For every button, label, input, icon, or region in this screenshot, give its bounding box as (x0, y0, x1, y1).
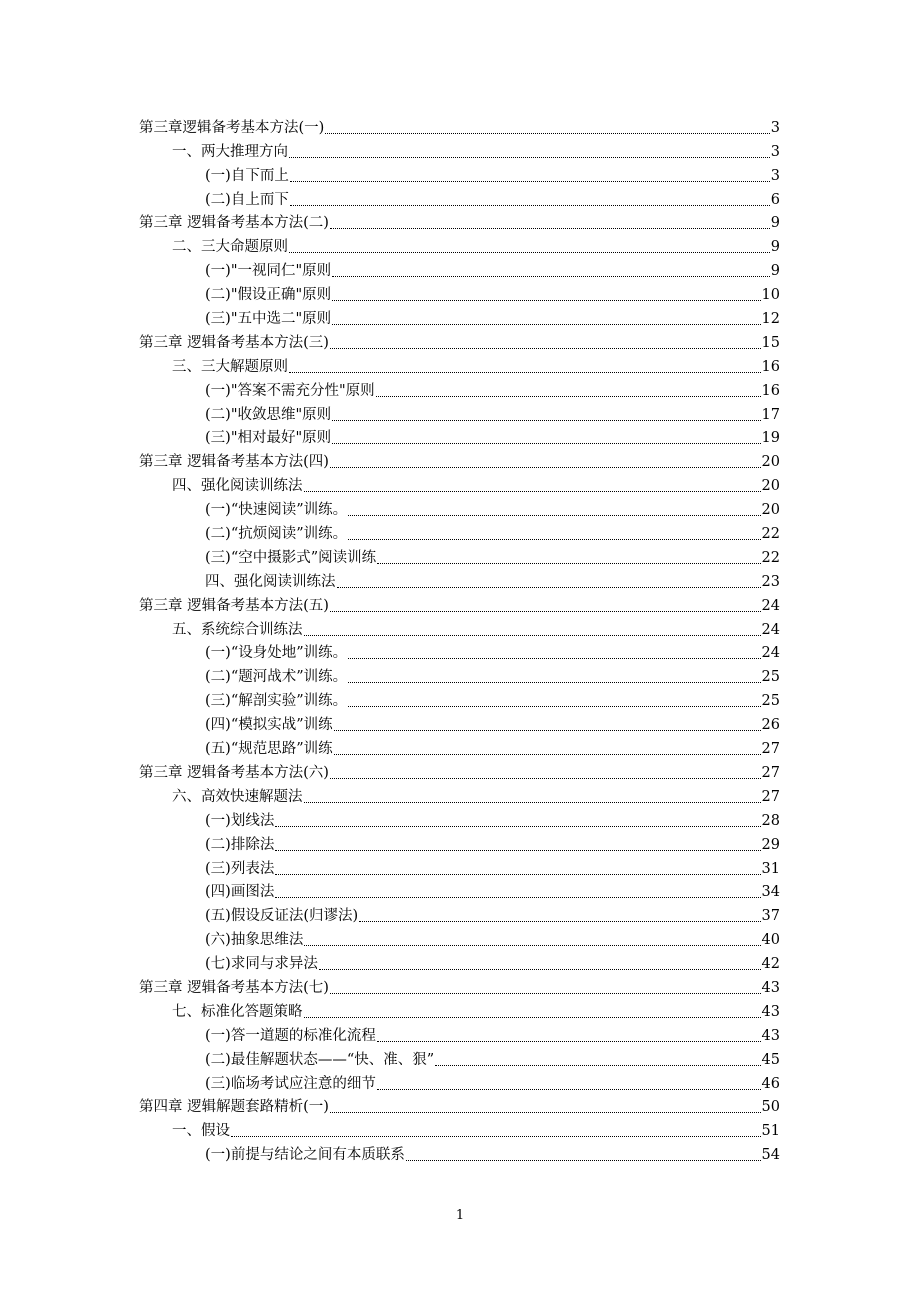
toc-entry-title: 第三章 逻辑备考基本方法(七) (139, 979, 329, 996)
toc-entry-page: 24 (761, 597, 780, 614)
toc-entry-page: 16 (761, 358, 780, 375)
toc-entry-page: 20 (761, 478, 780, 495)
toc-entry-page: 29 (761, 836, 780, 853)
toc-entry-page: 22 (761, 526, 780, 543)
dot-leader (330, 467, 761, 468)
toc-entry-page: 26 (761, 717, 780, 734)
toc-entry[interactable] (139, 1021, 780, 1045)
toc-entry-title: (三)“解剖实验”训练。 (205, 693, 348, 710)
toc-entry-title: 二、三大命题原则 (172, 239, 288, 256)
dot-leader (348, 515, 760, 516)
toc-entry-title: 第四章 逻辑解题套路精析(一) (139, 1099, 329, 1116)
dot-leader (359, 921, 760, 922)
toc-entry-title: (二)最佳解题状态——“快、准、狠” (205, 1051, 435, 1068)
toc-entry-page: 16 (761, 382, 780, 399)
toc-entry-page: 25 (761, 669, 780, 686)
toc-entry-title: (五)假设反证法(归谬法) (205, 908, 359, 925)
toc-entry-title: (二)"收敛思维"原则 (205, 406, 332, 423)
toc-entry-title: 第三章逻辑备考基本方法(一) (139, 119, 325, 136)
toc-entry[interactable] (139, 161, 780, 185)
dot-leader (289, 157, 770, 158)
toc-entry[interactable] (139, 304, 780, 328)
toc-entry-title: (四)“模拟实战”训练 (205, 717, 333, 734)
toc-entry-title: 第三章 逻辑备考基本方法(六) (139, 764, 329, 781)
dot-leader (348, 658, 760, 659)
toc-entry-page: 40 (761, 932, 780, 949)
toc-entry-title: (一)“快速阅读”训练。 (205, 502, 348, 519)
toc-entry-page: 20 (761, 454, 780, 471)
toc-entry-title: (三)临场考试应注意的细节 (205, 1075, 376, 1092)
toc-entry[interactable] (139, 591, 780, 615)
toc-entry-page: 23 (761, 573, 780, 590)
toc-entry[interactable] (139, 232, 780, 256)
toc-entry-title: (二)自上而下 (205, 191, 289, 208)
toc-entry-title: (二)排除法 (205, 836, 275, 853)
toc-entry[interactable] (139, 567, 780, 591)
toc-entry[interactable] (139, 400, 780, 424)
toc-entry-title: 四、强化阅读训练法 (172, 478, 303, 495)
toc-entry-page: 43 (761, 1027, 780, 1044)
toc-entry[interactable] (139, 830, 780, 854)
dot-leader (377, 1089, 761, 1090)
dot-leader (290, 205, 770, 206)
dot-leader (334, 754, 761, 755)
dot-leader (330, 228, 770, 229)
toc-entry[interactable] (139, 376, 780, 400)
toc-entry-title: (七)求同与求异法 (205, 956, 318, 973)
toc-entry-title: 六、高效快速解题法 (172, 788, 303, 805)
toc-entry-title: 一、假设 (172, 1123, 230, 1140)
toc-entry[interactable] (139, 1116, 780, 1140)
dot-leader (275, 874, 760, 875)
toc-entry-page: 22 (761, 549, 780, 566)
toc-entry-page: 37 (761, 908, 780, 925)
dot-leader (334, 730, 761, 731)
toc-entry-title: (六)抽象思维法 (205, 932, 304, 949)
toc-entry-page: 6 (770, 191, 780, 208)
toc-entry[interactable] (139, 782, 780, 806)
toc-entry-title: (二)"假设正确"原则 (205, 287, 332, 304)
toc-entry[interactable] (139, 615, 780, 639)
dot-leader (325, 133, 769, 134)
toc-entry-title: (三)"相对最好"原则 (205, 430, 332, 447)
dot-leader (332, 276, 770, 277)
toc-entry-page: 12 (761, 311, 780, 328)
toc-entry-page: 19 (761, 430, 780, 447)
table-of-contents (139, 113, 780, 1164)
toc-entry[interactable] (139, 519, 780, 543)
toc-entry-page: 50 (761, 1099, 780, 1116)
toc-entry-page: 43 (761, 1003, 780, 1020)
dot-leader (332, 300, 760, 301)
toc-entry-title: 第三章 逻辑备考基本方法(二) (139, 215, 329, 232)
toc-entry-page: 27 (761, 741, 780, 758)
dot-leader (330, 611, 761, 612)
toc-entry-page: 24 (761, 621, 780, 638)
toc-entry-page: 31 (761, 860, 780, 877)
toc-entry-page: 3 (770, 143, 780, 160)
toc-entry-page: 45 (761, 1051, 780, 1068)
dot-leader (377, 1041, 761, 1042)
toc-entry-page: 43 (761, 979, 780, 996)
toc-entry-page: 9 (770, 263, 780, 280)
dot-leader (332, 324, 760, 325)
dot-leader (275, 897, 760, 898)
dot-leader (332, 443, 760, 444)
dot-leader (337, 587, 761, 588)
toc-entry[interactable] (139, 495, 780, 519)
toc-entry[interactable] (139, 734, 780, 758)
toc-entry-title: (一)"答案不需充分性"原则 (205, 382, 375, 399)
toc-entry-title: 四、强化阅读训练法 (205, 573, 336, 590)
toc-entry[interactable] (139, 137, 780, 161)
toc-entry-page: 34 (761, 884, 780, 901)
toc-entry[interactable] (139, 185, 780, 209)
toc-entry-page: 54 (761, 1147, 780, 1164)
toc-entry-title: (二)“题河战术”训练。 (205, 669, 348, 686)
toc-entry[interactable] (139, 710, 780, 734)
toc-entry[interactable] (139, 639, 780, 663)
toc-entry[interactable] (139, 543, 780, 567)
dot-leader (289, 372, 761, 373)
toc-entry-page: 9 (770, 215, 780, 232)
toc-entry[interactable] (139, 949, 780, 973)
toc-entry[interactable] (139, 1093, 780, 1117)
dot-leader (330, 993, 761, 994)
toc-entry-title: (一)答一道题的标准化流程 (205, 1027, 376, 1044)
toc-entry-page: 20 (761, 502, 780, 519)
toc-entry-title: (三)“空中摄影式”阅读训练 (205, 549, 377, 566)
toc-entry-page: 17 (761, 406, 780, 423)
dot-leader (406, 1160, 761, 1161)
toc-entry[interactable] (139, 686, 780, 710)
toc-entry-page: 51 (761, 1123, 780, 1140)
toc-entry-page: 10 (761, 287, 780, 304)
toc-entry-title: (四)画图法 (205, 884, 275, 901)
toc-entry-title: (一)划线法 (205, 812, 275, 829)
dot-leader (304, 1017, 761, 1018)
toc-entry[interactable] (139, 925, 780, 949)
dot-leader (330, 778, 761, 779)
toc-entry[interactable] (139, 758, 780, 782)
dot-leader (231, 1136, 761, 1137)
toc-entry-title: 五、系统综合训练法 (172, 621, 303, 638)
dot-leader (377, 563, 760, 564)
page-number: 1 (455, 1208, 465, 1223)
toc-entry-title: 一、两大推理方向 (172, 143, 288, 160)
toc-entry-title: (三)列表法 (205, 860, 275, 877)
toc-entry-title: 七、标准化答题策略 (172, 1003, 303, 1020)
dot-leader (304, 945, 760, 946)
toc-entry-title: (三)"五中选二"原则 (205, 311, 332, 328)
toc-entry-title: (一)自下而上 (205, 167, 289, 184)
dot-leader (332, 420, 760, 421)
toc-entry-page: 24 (761, 645, 780, 662)
dot-leader (289, 252, 770, 253)
toc-entry[interactable] (139, 113, 780, 137)
toc-entry-title: 第三章 逻辑备考基本方法(四) (139, 454, 329, 471)
toc-entry-title: (一)“设身处地”训练。 (205, 645, 348, 662)
dot-leader (376, 396, 761, 397)
toc-entry[interactable] (139, 901, 780, 925)
dot-leader (290, 181, 770, 182)
toc-entry[interactable] (139, 1045, 780, 1069)
toc-entry-page: 28 (761, 812, 780, 829)
toc-entry[interactable] (139, 806, 780, 830)
toc-entry-page: 25 (761, 693, 780, 710)
dot-leader (435, 1065, 760, 1066)
toc-entry[interactable] (139, 447, 780, 471)
toc-entry[interactable] (139, 878, 780, 902)
toc-entry-title: 第三章 逻辑备考基本方法(三) (139, 334, 329, 351)
dot-leader (319, 969, 761, 970)
toc-entry-page: 27 (761, 788, 780, 805)
toc-entry[interactable] (139, 1069, 780, 1093)
toc-entry-page: 46 (761, 1075, 780, 1092)
dot-leader (348, 682, 760, 683)
toc-entry[interactable] (139, 280, 780, 304)
toc-entry-title: (五)“规范思路”训练 (205, 741, 333, 758)
dot-leader (304, 802, 761, 803)
dot-leader (275, 850, 760, 851)
toc-entry[interactable] (139, 424, 780, 448)
dot-leader (304, 635, 761, 636)
dot-leader (330, 1112, 761, 1113)
toc-entry-title: 第三章 逻辑备考基本方法(五) (139, 597, 329, 614)
toc-entry-page: 27 (761, 764, 780, 781)
toc-entry-page: 3 (770, 167, 780, 184)
dot-leader (275, 826, 760, 827)
toc-entry[interactable] (139, 352, 780, 376)
toc-entry-page: 42 (761, 956, 780, 973)
toc-entry[interactable] (139, 1140, 780, 1164)
dot-leader (304, 491, 761, 492)
toc-entry[interactable] (139, 854, 780, 878)
dot-leader (348, 706, 760, 707)
toc-entry[interactable] (139, 256, 780, 280)
toc-entry[interactable] (139, 471, 780, 495)
toc-entry-page: 3 (770, 119, 780, 136)
toc-entry[interactable] (139, 973, 780, 997)
toc-entry-title: (一)前提与结论之间有本质联系 (205, 1147, 405, 1164)
toc-entry[interactable] (139, 209, 780, 233)
toc-entry-page: 15 (761, 334, 780, 351)
toc-entry[interactable] (139, 328, 780, 352)
dot-leader (330, 348, 761, 349)
toc-entry-page: 9 (770, 239, 780, 256)
toc-entry-title: (一)"一视同仁"原则 (205, 263, 332, 280)
toc-entry[interactable] (139, 662, 780, 686)
toc-entry-title: (二)“抗烦阅读”训练。 (205, 526, 348, 543)
toc-entry-title: 三、三大解题原则 (172, 358, 288, 375)
dot-leader (348, 539, 760, 540)
toc-entry[interactable] (139, 997, 780, 1021)
